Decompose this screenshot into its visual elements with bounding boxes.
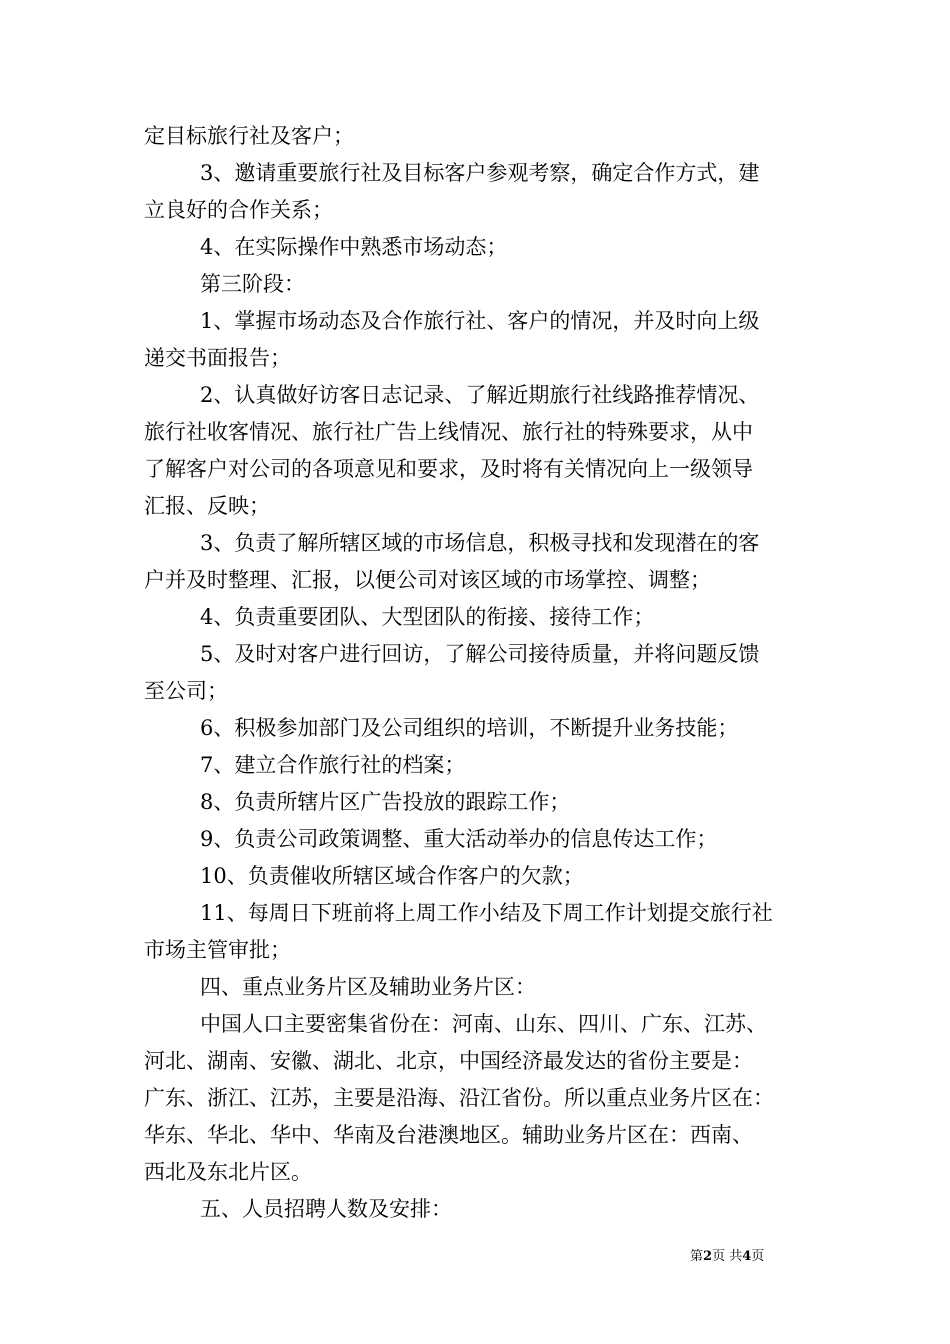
text-line: 户并及时整理、汇报，以便公司对该区域的市场掌控、调整； bbox=[144, 568, 711, 592]
text-line: 西北及东北片区。 bbox=[144, 1160, 312, 1184]
text-line: 市场主管审批； bbox=[144, 938, 291, 962]
footer-middle: 页 共 bbox=[712, 1249, 743, 1264]
footer-prefix: 第 bbox=[690, 1249, 704, 1264]
text-line: 5、及时对客户进行回访，了解公司接待质量，并将问题反馈 bbox=[200, 642, 760, 666]
text-line: 河北、湖南、安徽、湖北、北京，中国经济最发达的省份主要是： bbox=[144, 1049, 753, 1073]
text-line: 旅行社收客情况、旅行社广告上线情况、旅行社的特殊要求，从中 bbox=[144, 420, 753, 444]
total-pages-number: 4 bbox=[742, 1249, 752, 1264]
text-line: 3、邀请重要旅行社及目标客户参观考察，确定合作方式，建 bbox=[200, 161, 760, 185]
section-heading: 四、重点业务片区及辅助业务片区： bbox=[200, 975, 536, 999]
text-line: 3、负责了解所辖区域的市场信息，积极寻找和发现潜在的客 bbox=[200, 531, 760, 555]
text-line: 递交书面报告； bbox=[144, 346, 291, 370]
text-line: 9、负责公司政策调整、重大活动举办的信息传达工作； bbox=[200, 827, 718, 851]
text-line: 6、积极参加部门及公司组织的培训，不断提升业务技能； bbox=[200, 716, 739, 740]
text-line: 华东、华北、华中、华南及台港澳地区。辅助业务片区在：西南、 bbox=[144, 1123, 753, 1147]
text-line: 1、掌握市场动态及合作旅行社、客户的情况，并及时向上级 bbox=[200, 309, 760, 333]
footer-suffix: 页 bbox=[751, 1249, 765, 1264]
text-line: 至公司； bbox=[144, 679, 228, 703]
document-body bbox=[144, 118, 814, 1228]
page-footer bbox=[690, 1245, 764, 1264]
current-page-number: 2 bbox=[703, 1249, 713, 1264]
text-line: 广东、浙江、江苏，主要是沿海、沿江省份。所以重点业务片区在： bbox=[144, 1086, 774, 1110]
text-line: 10、负责催收所辖区域合作客户的欠款； bbox=[200, 864, 584, 888]
text-line: 4、在实际操作中熟悉市场动态； bbox=[200, 235, 508, 259]
section-heading: 五、人员招聘人数及安排： bbox=[200, 1197, 452, 1221]
text-line: 7、建立合作旅行社的档案； bbox=[200, 753, 466, 777]
text-line: 4、负责重要团队、大型团队的衔接、接待工作； bbox=[200, 605, 655, 629]
text-line: 了解客户对公司的各项意见和要求，及时将有关情况向上一级领导 bbox=[144, 457, 753, 481]
section-heading: 第三阶段： bbox=[200, 272, 305, 296]
text-line: 立良好的合作关系； bbox=[144, 198, 333, 222]
text-line: 11、每周日下班前将上周工作小结及下周工作计划提交旅行社 bbox=[200, 901, 773, 925]
text-line: 2、认真做好访客日志记录、了解近期旅行社线路推荐情况、 bbox=[200, 383, 760, 407]
text-line: 中国人口主要密集省份在：河南、山东、四川、广东、江苏、 bbox=[200, 1012, 767, 1036]
text-line: 汇报、反映； bbox=[144, 494, 270, 518]
text-line: 定目标旅行社及客户； bbox=[144, 124, 354, 148]
text-line: 8、负责所辖片区广告投放的跟踪工作； bbox=[200, 790, 571, 814]
